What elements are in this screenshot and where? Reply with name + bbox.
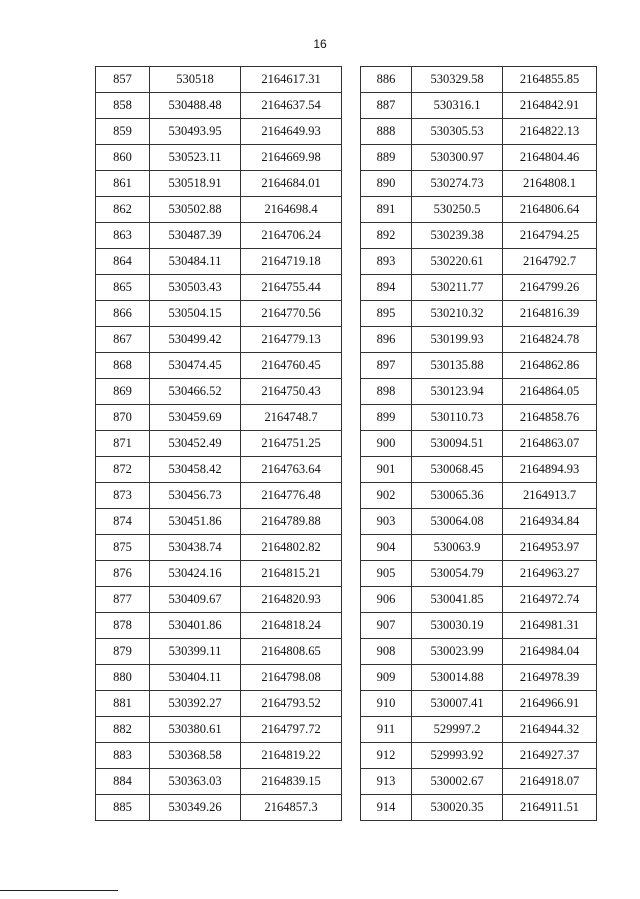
- y-coordinate-cell: 2164669.98: [241, 145, 342, 171]
- x-coordinate-cell: 530456.73: [150, 483, 241, 509]
- x-coordinate-cell: 530493.95: [150, 119, 241, 145]
- x-coordinate-cell: 530094.51: [412, 431, 503, 457]
- point-number-cell: 860: [96, 145, 150, 171]
- x-coordinate-cell: 530054.79: [412, 561, 503, 587]
- table-row: [361, 717, 597, 743]
- table-row: [361, 483, 597, 509]
- y-coordinate-cell: 2164978.39: [503, 665, 597, 691]
- table-row: [361, 67, 597, 93]
- y-coordinate-cell: 2164984.04: [503, 639, 597, 665]
- table-row: [96, 249, 342, 275]
- table-body: [96, 67, 342, 821]
- table-row: [96, 223, 342, 249]
- point-number-cell: 867: [96, 327, 150, 353]
- x-coordinate-cell: 530474.45: [150, 353, 241, 379]
- point-number-cell: 888: [361, 119, 412, 145]
- x-coordinate-cell: 530518: [150, 67, 241, 93]
- x-coordinate-cell: 530041.85: [412, 587, 503, 613]
- y-coordinate-cell: 2164750.43: [241, 379, 342, 405]
- x-coordinate-cell: 530504.15: [150, 301, 241, 327]
- y-coordinate-cell: 2164792.7: [503, 249, 597, 275]
- y-coordinate-cell: 2164972.74: [503, 587, 597, 613]
- x-coordinate-cell: 530211.77: [412, 275, 503, 301]
- x-coordinate-cell: 530488.48: [150, 93, 241, 119]
- table-row: [96, 405, 342, 431]
- x-coordinate-cell: 530518.91: [150, 171, 241, 197]
- table-row: [361, 353, 597, 379]
- y-coordinate-cell: 2164770.56: [241, 301, 342, 327]
- y-coordinate-cell: 2164698.4: [241, 197, 342, 223]
- x-coordinate-cell: 530499.42: [150, 327, 241, 353]
- table-row: [96, 613, 342, 639]
- table-row: [361, 223, 597, 249]
- y-coordinate-cell: 2164864.05: [503, 379, 597, 405]
- y-coordinate-cell: 2164815.21: [241, 561, 342, 587]
- x-coordinate-cell: 530199.93: [412, 327, 503, 353]
- table-row: [96, 795, 342, 821]
- point-number-cell: 879: [96, 639, 150, 665]
- table-row: [361, 93, 597, 119]
- table-row: [361, 613, 597, 639]
- table-row: [361, 431, 597, 457]
- point-number-cell: 899: [361, 405, 412, 431]
- y-coordinate-cell: 2164806.64: [503, 197, 597, 223]
- table-row: [96, 561, 342, 587]
- y-coordinate-cell: 2164857.3: [241, 795, 342, 821]
- point-number-cell: 886: [361, 67, 412, 93]
- point-number-cell: 908: [361, 639, 412, 665]
- y-coordinate-cell: 2164839.15: [241, 769, 342, 795]
- point-number-cell: 900: [361, 431, 412, 457]
- table-row: [361, 769, 597, 795]
- x-coordinate-cell: 530020.35: [412, 795, 503, 821]
- y-coordinate-cell: 2164760.45: [241, 353, 342, 379]
- footnote-rule: [0, 890, 118, 891]
- point-number-cell: 907: [361, 613, 412, 639]
- y-coordinate-cell: 2164776.48: [241, 483, 342, 509]
- point-number-cell: 871: [96, 431, 150, 457]
- point-number-cell: 874: [96, 509, 150, 535]
- table-row: [96, 743, 342, 769]
- point-number-cell: 903: [361, 509, 412, 535]
- table-row: [96, 431, 342, 457]
- x-coordinate-cell: 530068.45: [412, 457, 503, 483]
- table-row: [361, 639, 597, 665]
- x-coordinate-cell: 530458.42: [150, 457, 241, 483]
- point-number-cell: 868: [96, 353, 150, 379]
- y-coordinate-cell: 2164819.22: [241, 743, 342, 769]
- x-coordinate-cell: 530329.58: [412, 67, 503, 93]
- table-row: [361, 301, 597, 327]
- y-coordinate-cell: 2164824.78: [503, 327, 597, 353]
- table-body: [361, 67, 597, 821]
- point-number-cell: 898: [361, 379, 412, 405]
- x-coordinate-cell: 530452.49: [150, 431, 241, 457]
- y-coordinate-cell: 2164934.84: [503, 509, 597, 535]
- point-number-cell: 878: [96, 613, 150, 639]
- y-coordinate-cell: 2164719.18: [241, 249, 342, 275]
- y-coordinate-cell: 2164981.31: [503, 613, 597, 639]
- point-number-cell: 864: [96, 249, 150, 275]
- point-number-cell: 902: [361, 483, 412, 509]
- point-number-cell: 877: [96, 587, 150, 613]
- table-row: [96, 379, 342, 405]
- y-coordinate-cell: 2164818.24: [241, 613, 342, 639]
- x-coordinate-cell: 530305.53: [412, 119, 503, 145]
- coordinates-table-right: [360, 66, 597, 821]
- point-number-cell: 872: [96, 457, 150, 483]
- x-coordinate-cell: 530399.11: [150, 639, 241, 665]
- table-row: [96, 665, 342, 691]
- y-coordinate-cell: 2164894.93: [503, 457, 597, 483]
- point-number-cell: 875: [96, 535, 150, 561]
- point-number-cell: 863: [96, 223, 150, 249]
- point-number-cell: 890: [361, 171, 412, 197]
- x-coordinate-cell: 530502.88: [150, 197, 241, 223]
- table-row: [361, 327, 597, 353]
- x-coordinate-cell: 530523.11: [150, 145, 241, 171]
- point-number-cell: 870: [96, 405, 150, 431]
- x-coordinate-cell: 529993.92: [412, 743, 503, 769]
- y-coordinate-cell: 2164863.07: [503, 431, 597, 457]
- table-row: [96, 509, 342, 535]
- point-number-cell: 857: [96, 67, 150, 93]
- x-coordinate-cell: 530487.39: [150, 223, 241, 249]
- y-coordinate-cell: 2164798.08: [241, 665, 342, 691]
- y-coordinate-cell: 2164927.37: [503, 743, 597, 769]
- table-row: [96, 717, 342, 743]
- table-row: [96, 301, 342, 327]
- x-coordinate-cell: 530110.73: [412, 405, 503, 431]
- table-row: [361, 405, 597, 431]
- y-coordinate-cell: 2164684.01: [241, 171, 342, 197]
- y-coordinate-cell: 2164799.26: [503, 275, 597, 301]
- x-coordinate-cell: 530380.61: [150, 717, 241, 743]
- point-number-cell: 881: [96, 691, 150, 717]
- table-row: [96, 483, 342, 509]
- y-coordinate-cell: 2164637.54: [241, 93, 342, 119]
- table-row: [361, 145, 597, 171]
- x-coordinate-cell: 530065.36: [412, 483, 503, 509]
- table-row: [96, 197, 342, 223]
- table-row: [361, 587, 597, 613]
- y-coordinate-cell: 2164706.24: [241, 223, 342, 249]
- x-coordinate-cell: 530014.88: [412, 665, 503, 691]
- x-coordinate-cell: 530503.43: [150, 275, 241, 301]
- x-coordinate-cell: 529997.2: [412, 717, 503, 743]
- point-number-cell: 909: [361, 665, 412, 691]
- x-coordinate-cell: 530368.58: [150, 743, 241, 769]
- point-number-cell: 911: [361, 717, 412, 743]
- table-row: [96, 691, 342, 717]
- point-number-cell: 882: [96, 717, 150, 743]
- point-number-cell: 905: [361, 561, 412, 587]
- x-coordinate-cell: 530466.52: [150, 379, 241, 405]
- point-number-cell: 895: [361, 301, 412, 327]
- point-number-cell: 893: [361, 249, 412, 275]
- point-number-cell: 862: [96, 197, 150, 223]
- table-row: [361, 275, 597, 301]
- y-coordinate-cell: 2164944.32: [503, 717, 597, 743]
- x-coordinate-cell: 530250.5: [412, 197, 503, 223]
- table-row: [96, 353, 342, 379]
- point-number-cell: 894: [361, 275, 412, 301]
- y-coordinate-cell: 2164816.39: [503, 301, 597, 327]
- point-number-cell: 885: [96, 795, 150, 821]
- point-number-cell: 859: [96, 119, 150, 145]
- y-coordinate-cell: 2164858.76: [503, 405, 597, 431]
- table-row: [361, 665, 597, 691]
- table-row: [96, 145, 342, 171]
- x-coordinate-cell: 530401.86: [150, 613, 241, 639]
- x-coordinate-cell: 530210.32: [412, 301, 503, 327]
- y-coordinate-cell: 2164789.88: [241, 509, 342, 535]
- table-row: [361, 743, 597, 769]
- table-row: [96, 171, 342, 197]
- y-coordinate-cell: 2164748.7: [241, 405, 342, 431]
- y-coordinate-cell: 2164763.64: [241, 457, 342, 483]
- point-number-cell: 889: [361, 145, 412, 171]
- y-coordinate-cell: 2164797.72: [241, 717, 342, 743]
- point-number-cell: 887: [361, 93, 412, 119]
- table-row: [361, 561, 597, 587]
- x-coordinate-cell: 530409.67: [150, 587, 241, 613]
- y-coordinate-cell: 2164822.13: [503, 119, 597, 145]
- y-coordinate-cell: 2164842.91: [503, 93, 597, 119]
- table-row: [96, 639, 342, 665]
- x-coordinate-cell: 530007.41: [412, 691, 503, 717]
- y-coordinate-cell: 2164911.51: [503, 795, 597, 821]
- point-number-cell: 910: [361, 691, 412, 717]
- y-coordinate-cell: 2164793.52: [241, 691, 342, 717]
- table-row: [96, 587, 342, 613]
- point-number-cell: 866: [96, 301, 150, 327]
- table-row: [96, 119, 342, 145]
- x-coordinate-cell: 530023.99: [412, 639, 503, 665]
- y-coordinate-cell: 2164913.7: [503, 483, 597, 509]
- table-row: [361, 691, 597, 717]
- page-number: 16: [313, 37, 327, 51]
- table-row: [361, 249, 597, 275]
- point-number-cell: 869: [96, 379, 150, 405]
- table-row: [361, 119, 597, 145]
- table-row: [361, 535, 597, 561]
- table-row: [96, 769, 342, 795]
- y-coordinate-cell: 2164804.46: [503, 145, 597, 171]
- point-number-cell: 912: [361, 743, 412, 769]
- x-coordinate-cell: 530002.67: [412, 769, 503, 795]
- point-number-cell: 892: [361, 223, 412, 249]
- y-coordinate-cell: 2164649.93: [241, 119, 342, 145]
- x-coordinate-cell: 530135.88: [412, 353, 503, 379]
- point-number-cell: 901: [361, 457, 412, 483]
- x-coordinate-cell: 530064.08: [412, 509, 503, 535]
- point-number-cell: 873: [96, 483, 150, 509]
- x-coordinate-cell: 530459.69: [150, 405, 241, 431]
- table-row: [96, 457, 342, 483]
- y-coordinate-cell: 2164794.25: [503, 223, 597, 249]
- x-coordinate-cell: 530274.73: [412, 171, 503, 197]
- x-coordinate-cell: 530063.9: [412, 535, 503, 561]
- y-coordinate-cell: 2164802.82: [241, 535, 342, 561]
- x-coordinate-cell: 530300.97: [412, 145, 503, 171]
- point-number-cell: 891: [361, 197, 412, 223]
- table-row: [96, 67, 342, 93]
- x-coordinate-cell: 530438.74: [150, 535, 241, 561]
- point-number-cell: 876: [96, 561, 150, 587]
- table-row: [361, 509, 597, 535]
- y-coordinate-cell: 2164779.13: [241, 327, 342, 353]
- point-number-cell: 858: [96, 93, 150, 119]
- point-number-cell: 896: [361, 327, 412, 353]
- x-coordinate-cell: 530424.16: [150, 561, 241, 587]
- table-row: [96, 275, 342, 301]
- y-coordinate-cell: 2164953.97: [503, 535, 597, 561]
- x-coordinate-cell: 530316.1: [412, 93, 503, 119]
- point-number-cell: 861: [96, 171, 150, 197]
- x-coordinate-cell: 530123.94: [412, 379, 503, 405]
- y-coordinate-cell: 2164820.93: [241, 587, 342, 613]
- x-coordinate-cell: 530404.11: [150, 665, 241, 691]
- table-row: [96, 327, 342, 353]
- point-number-cell: 906: [361, 587, 412, 613]
- y-coordinate-cell: 2164755.44: [241, 275, 342, 301]
- y-coordinate-cell: 2164918.07: [503, 769, 597, 795]
- x-coordinate-cell: 530484.11: [150, 249, 241, 275]
- x-coordinate-cell: 530451.86: [150, 509, 241, 535]
- y-coordinate-cell: 2164751.25: [241, 431, 342, 457]
- y-coordinate-cell: 2164808.65: [241, 639, 342, 665]
- table-row: [96, 93, 342, 119]
- point-number-cell: 904: [361, 535, 412, 561]
- y-coordinate-cell: 2164808.1: [503, 171, 597, 197]
- table-row: [361, 379, 597, 405]
- point-number-cell: 914: [361, 795, 412, 821]
- table-row: [361, 457, 597, 483]
- y-coordinate-cell: 2164963.27: [503, 561, 597, 587]
- point-number-cell: 880: [96, 665, 150, 691]
- coordinates-table-left: [95, 66, 342, 821]
- y-coordinate-cell: 2164855.85: [503, 67, 597, 93]
- y-coordinate-cell: 2164966.91: [503, 691, 597, 717]
- x-coordinate-cell: 530349.26: [150, 795, 241, 821]
- x-coordinate-cell: 530030.19: [412, 613, 503, 639]
- y-coordinate-cell: 2164862.86: [503, 353, 597, 379]
- point-number-cell: 913: [361, 769, 412, 795]
- point-number-cell: 865: [96, 275, 150, 301]
- y-coordinate-cell: 2164617.31: [241, 67, 342, 93]
- point-number-cell: 883: [96, 743, 150, 769]
- x-coordinate-cell: 530239.38: [412, 223, 503, 249]
- table-row: [361, 171, 597, 197]
- table-row: [361, 197, 597, 223]
- table-row: [361, 795, 597, 821]
- point-number-cell: 897: [361, 353, 412, 379]
- x-coordinate-cell: 530220.61: [412, 249, 503, 275]
- point-number-cell: 884: [96, 769, 150, 795]
- x-coordinate-cell: 530363.03: [150, 769, 241, 795]
- x-coordinate-cell: 530392.27: [150, 691, 241, 717]
- table-row: [96, 535, 342, 561]
